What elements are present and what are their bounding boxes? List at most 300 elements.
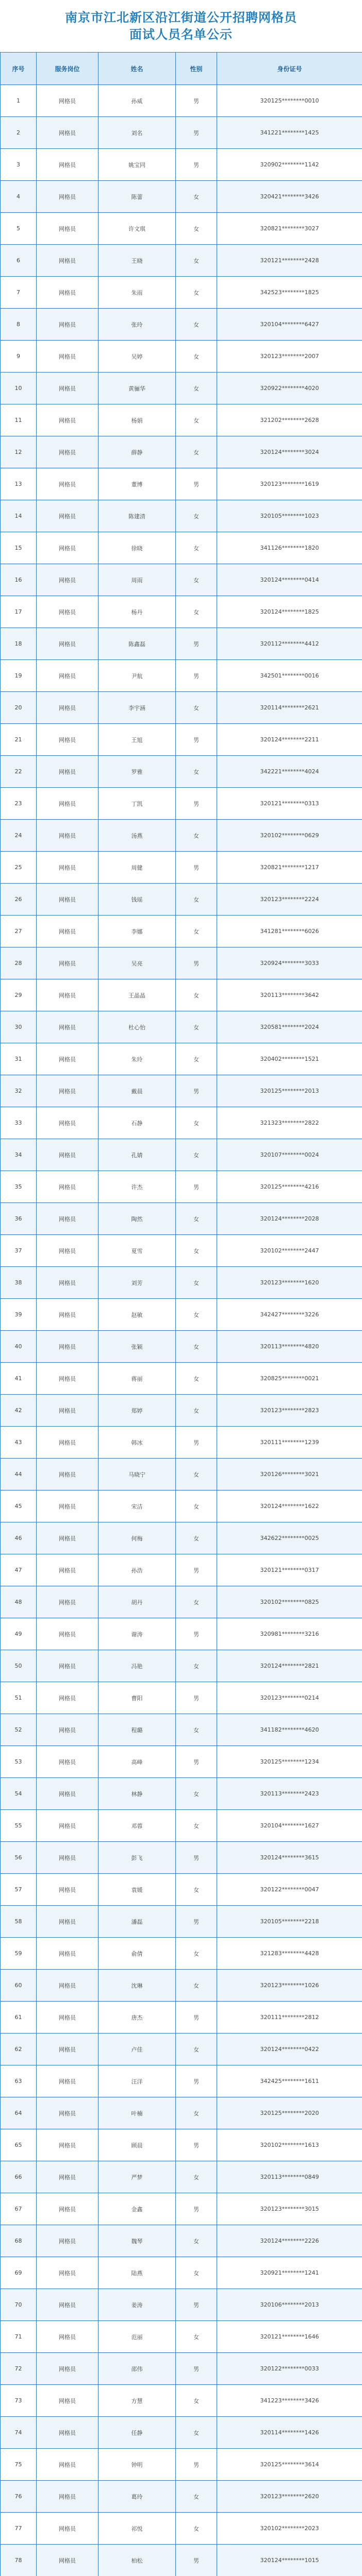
header-row	[1, 53, 362, 85]
cell-name: 唐杰	[98, 2002, 176, 2033]
cell-serial: 71	[1, 2321, 37, 2353]
cell-serial: 2	[1, 117, 37, 149]
cell-name: 夏雪	[98, 1235, 176, 1267]
cell-name: 孙威	[98, 85, 176, 117]
cell-serial: 60	[1, 1970, 37, 2002]
cell-name: 董博	[98, 468, 176, 500]
cell-name: 马晓宁	[98, 1459, 176, 1490]
cell-id-number: 320123********3015	[217, 2193, 362, 2225]
cell-post: 网格员	[37, 1011, 98, 1043]
cell-name: 姚宝同	[98, 149, 176, 181]
cell-gender: 女	[176, 181, 217, 213]
cell-post: 网格员	[37, 756, 98, 788]
cell-gender: 女	[176, 1938, 217, 1970]
cell-id-number: 341223********3426	[217, 2385, 362, 2417]
cell-name: 杨丹	[98, 596, 176, 628]
cell-id-number: 321202********2628	[217, 404, 362, 436]
cell-serial: 67	[1, 2193, 37, 2225]
table-row	[1, 2321, 362, 2353]
cell-serial: 4	[1, 181, 37, 213]
table-row	[1, 1938, 362, 1970]
cell-gender: 男	[176, 2545, 217, 2576]
cell-id-number: 320123********2620	[217, 2481, 362, 2513]
cell-gender: 女	[176, 1970, 217, 2002]
cell-gender: 女	[176, 1490, 217, 1522]
cell-gender: 男	[176, 85, 217, 117]
cell-id-number: 320124********3615	[217, 1842, 362, 1874]
cell-serial: 9	[1, 341, 37, 372]
cell-post: 网格员	[37, 2161, 98, 2193]
cell-serial: 74	[1, 2417, 37, 2449]
cell-name: 彭飞	[98, 1842, 176, 1874]
cell-name: 金鑫	[98, 2193, 176, 2225]
cell-gender: 女	[176, 2257, 217, 2289]
cell-gender: 女	[176, 1810, 217, 1842]
cell-name: 袁媛	[98, 1874, 176, 1906]
table-row	[1, 2193, 362, 2225]
table-row	[1, 2225, 362, 2257]
cell-gender: 女	[176, 1139, 217, 1171]
cell-id-number: 320122********0047	[217, 1874, 362, 1906]
cell-serial: 70	[1, 2289, 37, 2321]
cell-name: 许杰	[98, 1171, 176, 1203]
cell-gender: 女	[176, 2385, 217, 2417]
cell-name: 严梦	[98, 2161, 176, 2193]
table-row	[1, 916, 362, 947]
cell-post: 网格员	[37, 1746, 98, 1778]
cell-post: 网格员	[37, 500, 98, 532]
table-row	[1, 436, 362, 468]
cell-post: 网格员	[37, 596, 98, 628]
cell-post: 网格员	[37, 341, 98, 372]
cell-gender: 女	[176, 2417, 217, 2449]
table-row	[1, 1331, 362, 1363]
cell-serial: 5	[1, 213, 37, 245]
cell-name: 徐晓	[98, 532, 176, 564]
cell-name: 周雨	[98, 564, 176, 596]
cell-gender: 女	[176, 341, 217, 372]
cell-serial: 1	[1, 85, 37, 117]
cell-gender: 女	[176, 1874, 217, 1906]
cell-name: 曹阳	[98, 1682, 176, 1714]
table-row	[1, 1874, 362, 1906]
cell-id-number: 320124********2821	[217, 1650, 362, 1682]
cell-id-number: 320123********2224	[217, 884, 362, 916]
cell-gender: 男	[176, 1171, 217, 1203]
cell-gender: 女	[176, 2481, 217, 2513]
cell-id-number: 342221********4024	[217, 756, 362, 788]
cell-name: 王晶晶	[98, 979, 176, 1011]
cell-gender: 女	[176, 436, 217, 468]
cell-serial: 30	[1, 1011, 37, 1043]
cell-serial: 48	[1, 1586, 37, 1618]
cell-name: 汪洋	[98, 2065, 176, 2097]
cell-post: 网格员	[37, 947, 98, 979]
cell-post: 网格员	[37, 1522, 98, 1554]
cell-post: 网格员	[37, 2513, 98, 2545]
cell-id-number: 321323********2822	[217, 1107, 362, 1139]
cell-post: 网格员	[37, 1363, 98, 1395]
cell-name: 戴晨	[98, 1075, 176, 1107]
table-row	[1, 2065, 362, 2097]
cell-gender: 女	[176, 2225, 217, 2257]
cell-id-number: 320124********1622	[217, 1490, 362, 1522]
cell-id-number: 320113********4820	[217, 1331, 362, 1363]
cell-post: 网格员	[37, 1075, 98, 1107]
cell-serial: 55	[1, 1810, 37, 1842]
cell-id-number: 320121********0313	[217, 788, 362, 820]
cell-name: 刘芳	[98, 1267, 176, 1299]
cell-id-number: 320123********2823	[217, 1395, 362, 1427]
cell-gender: 女	[176, 564, 217, 596]
cell-id-number: 320121********0317	[217, 1554, 362, 1586]
cell-post: 网格员	[37, 2002, 98, 2033]
cell-gender: 女	[176, 500, 217, 532]
table-row	[1, 820, 362, 852]
cell-serial: 34	[1, 1139, 37, 1171]
cell-post: 网格员	[37, 1395, 98, 1427]
cell-name: 葛玲	[98, 2481, 176, 2513]
table-row	[1, 564, 362, 596]
cell-post: 网格员	[37, 1554, 98, 1586]
cell-name: 刘名	[98, 117, 176, 149]
table-row	[1, 1107, 362, 1139]
table-row	[1, 1842, 362, 1874]
cell-serial: 10	[1, 372, 37, 404]
cell-id-number: 320123********0214	[217, 1682, 362, 1714]
table-row	[1, 1906, 362, 1938]
table-row	[1, 628, 362, 660]
cell-name: 宋洁	[98, 1490, 176, 1522]
cell-id-number: 320104********6427	[217, 309, 362, 341]
cell-gender: 女	[176, 1714, 217, 1746]
candidate-table	[0, 52, 362, 2576]
cell-serial: 31	[1, 1043, 37, 1075]
cell-id-number: 320113********2423	[217, 1778, 362, 1810]
table-row	[1, 724, 362, 756]
cell-serial: 44	[1, 1459, 37, 1490]
cell-gender: 女	[176, 979, 217, 1011]
cell-gender: 男	[176, 628, 217, 660]
table-row	[1, 532, 362, 564]
cell-post: 网格员	[37, 916, 98, 947]
cell-name: 郑婷	[98, 1395, 176, 1427]
cell-gender: 女	[176, 245, 217, 277]
page-title-line-1: 南京市江北新区沿江街道公开招聘网格员	[65, 10, 297, 25]
cell-serial: 22	[1, 756, 37, 788]
cell-id-number: 320125********2020	[217, 2097, 362, 2129]
cell-serial: 49	[1, 1618, 37, 1650]
table-row	[1, 277, 362, 309]
cell-gender: 女	[176, 532, 217, 564]
cell-id-number: 320421********3426	[217, 181, 362, 213]
table-row	[1, 2257, 362, 2289]
cell-post: 网格员	[37, 884, 98, 916]
cell-gender: 女	[176, 277, 217, 309]
cell-id-number: 320124********2211	[217, 724, 362, 756]
title-block	[0, 0, 362, 52]
cell-id-number: 320125********4216	[217, 1171, 362, 1203]
table-row	[1, 1235, 362, 1267]
cell-name: 朱雨	[98, 277, 176, 309]
table-row	[1, 1490, 362, 1522]
table-row	[1, 1618, 362, 1650]
cell-name: 吴亮	[98, 947, 176, 979]
cell-serial: 77	[1, 2513, 37, 2545]
cell-name: 丁凯	[98, 788, 176, 820]
cell-serial: 13	[1, 468, 37, 500]
cell-serial: 59	[1, 1938, 37, 1970]
table-row	[1, 1171, 362, 1203]
cell-serial: 43	[1, 1427, 37, 1459]
table-row	[1, 2161, 362, 2193]
cell-name: 钟明	[98, 2449, 176, 2481]
cell-post: 网格员	[37, 1107, 98, 1139]
cell-post: 网格员	[37, 1778, 98, 1810]
cell-id-number: 320111********2812	[217, 2002, 362, 2033]
cell-id-number: 341126********1820	[217, 532, 362, 564]
cell-name: 高峰	[98, 1746, 176, 1778]
table-row	[1, 2417, 362, 2449]
table-header	[1, 53, 362, 85]
cell-post: 网格员	[37, 1842, 98, 1874]
cell-post: 网格员	[37, 404, 98, 436]
table-row	[1, 2129, 362, 2161]
cell-id-number: 341182********4620	[217, 1714, 362, 1746]
cell-name: 钱瑶	[98, 884, 176, 916]
table-row	[1, 309, 362, 341]
cell-serial: 6	[1, 245, 37, 277]
cell-post: 网格员	[37, 117, 98, 149]
cell-id-number: 320123********2007	[217, 341, 362, 372]
cell-serial: 65	[1, 2129, 37, 2161]
cell-serial: 11	[1, 404, 37, 436]
cell-name: 黄骊华	[98, 372, 176, 404]
cell-post: 网格员	[37, 2129, 98, 2161]
table-row	[1, 756, 362, 788]
cell-id-number: 320821********3027	[217, 213, 362, 245]
cell-id-number: 320125********1234	[217, 1746, 362, 1778]
cell-serial: 76	[1, 2481, 37, 2513]
table-row	[1, 1011, 362, 1043]
cell-gender: 女	[176, 916, 217, 947]
cell-post: 网格员	[37, 436, 98, 468]
cell-gender: 男	[176, 1618, 217, 1650]
cell-gender: 女	[176, 1778, 217, 1810]
table-row	[1, 692, 362, 724]
cell-id-number: 342501********0016	[217, 660, 362, 692]
cell-gender: 女	[176, 1522, 217, 1554]
table-row	[1, 788, 362, 820]
cell-serial: 12	[1, 436, 37, 468]
cell-gender: 男	[176, 852, 217, 884]
cell-id-number: 320902********1142	[217, 149, 362, 181]
cell-name: 范丽	[98, 2321, 176, 2353]
cell-serial: 47	[1, 1554, 37, 1586]
cell-id-number: 320112********4412	[217, 628, 362, 660]
cell-post: 网格员	[37, 181, 98, 213]
cell-gender: 女	[176, 1267, 217, 1299]
cell-serial: 23	[1, 788, 37, 820]
cell-name: 孔婧	[98, 1139, 176, 1171]
cell-post: 网格员	[37, 1299, 98, 1331]
cell-id-number: 320124********3024	[217, 436, 362, 468]
cell-post: 网格员	[37, 149, 98, 181]
cell-name: 蒋丽	[98, 1363, 176, 1395]
cell-name: 邵伟	[98, 2353, 176, 2385]
table-row	[1, 2033, 362, 2065]
cell-post: 网格员	[37, 1139, 98, 1171]
cell-id-number: 320124********2028	[217, 1203, 362, 1235]
table-row	[1, 2097, 362, 2129]
cell-gender: 女	[176, 1650, 217, 1682]
cell-serial: 50	[1, 1650, 37, 1682]
cell-id-number: 320124********2226	[217, 2225, 362, 2257]
cell-name: 罗雅	[98, 756, 176, 788]
cell-gender: 男	[176, 660, 217, 692]
cell-post: 网格员	[37, 2193, 98, 2225]
cell-name: 张玲	[98, 309, 176, 341]
cell-post: 网格员	[37, 2353, 98, 2385]
cell-post: 网格员	[37, 2289, 98, 2321]
cell-serial: 8	[1, 309, 37, 341]
cell-gender: 女	[176, 309, 217, 341]
cell-name: 顾晨	[98, 2129, 176, 2161]
cell-serial: 72	[1, 2353, 37, 2385]
cell-serial: 68	[1, 2225, 37, 2257]
cell-serial: 7	[1, 277, 37, 309]
cell-name: 陶然	[98, 1203, 176, 1235]
cell-name: 尹航	[98, 660, 176, 692]
cell-name: 方慧	[98, 2385, 176, 2417]
table-row	[1, 884, 362, 916]
cell-gender: 女	[176, 1299, 217, 1331]
cell-serial: 15	[1, 532, 37, 564]
table-row	[1, 2513, 362, 2545]
cell-post: 网格员	[37, 2545, 98, 2576]
cell-id-number: 320825********0021	[217, 1363, 362, 1395]
cell-serial: 58	[1, 1906, 37, 1938]
table-row	[1, 341, 362, 372]
cell-post: 网格员	[37, 2449, 98, 2481]
cell-name: 薛静	[98, 436, 176, 468]
cell-post: 网格员	[37, 628, 98, 660]
cell-post: 网格员	[37, 1650, 98, 1682]
cell-serial: 52	[1, 1714, 37, 1746]
table-row	[1, 1427, 362, 1459]
cell-id-number: 320114********2621	[217, 692, 362, 724]
cell-gender: 男	[176, 2065, 217, 2097]
table-row	[1, 1650, 362, 1682]
cell-serial: 19	[1, 660, 37, 692]
cell-id-number: 320102********0825	[217, 1586, 362, 1618]
cell-gender: 女	[176, 2033, 217, 2065]
table-row	[1, 181, 362, 213]
header-id-number: 身份证号	[217, 53, 362, 85]
cell-post: 网格员	[37, 2481, 98, 2513]
cell-gender: 女	[176, 1235, 217, 1267]
cell-gender: 女	[176, 756, 217, 788]
cell-post: 网格员	[37, 1043, 98, 1075]
cell-post: 网格员	[37, 1331, 98, 1363]
cell-name: 谢涛	[98, 1618, 176, 1650]
cell-name: 陈建清	[98, 500, 176, 532]
cell-post: 网格员	[37, 1490, 98, 1522]
cell-gender: 男	[176, 1682, 217, 1714]
table-row	[1, 1267, 362, 1299]
cell-post: 网格员	[37, 1714, 98, 1746]
table-row	[1, 1139, 362, 1171]
cell-post: 网格员	[37, 1171, 98, 1203]
table-row	[1, 947, 362, 979]
table-row	[1, 2449, 362, 2481]
cell-id-number: 320821********1217	[217, 852, 362, 884]
cell-post: 网格员	[37, 852, 98, 884]
table-row	[1, 1395, 362, 1427]
cell-id-number: 320111********1239	[217, 1427, 362, 1459]
cell-gender: 男	[176, 788, 217, 820]
cell-name: 俞倩	[98, 1938, 176, 1970]
cell-gender: 男	[176, 2002, 217, 2033]
cell-serial: 17	[1, 596, 37, 628]
cell-gender: 男	[176, 1075, 217, 1107]
cell-post: 网格员	[37, 277, 98, 309]
cell-name: 冯艳	[98, 1650, 176, 1682]
cell-id-number: 320581********2024	[217, 1011, 362, 1043]
cell-post: 网格员	[37, 1938, 98, 1970]
table-row	[1, 2385, 362, 2417]
cell-post: 网格员	[37, 564, 98, 596]
cell-id-number: 320123********1620	[217, 1267, 362, 1299]
cell-id-number: 320105********1023	[217, 500, 362, 532]
cell-id-number: 320105********2218	[217, 1906, 362, 1938]
table-row	[1, 468, 362, 500]
cell-post: 网格员	[37, 1267, 98, 1299]
cell-id-number: 320114********1426	[217, 2417, 362, 2449]
table-row	[1, 1522, 362, 1554]
cell-serial: 28	[1, 947, 37, 979]
cell-post: 网格员	[37, 1235, 98, 1267]
cell-post: 网格员	[37, 1203, 98, 1235]
cell-name: 李宇涵	[98, 692, 176, 724]
cell-gender: 女	[176, 213, 217, 245]
cell-gender: 女	[176, 1203, 217, 1235]
cell-name: 汤燕	[98, 820, 176, 852]
cell-post: 网格员	[37, 2385, 98, 2417]
cell-serial: 75	[1, 2449, 37, 2481]
cell-id-number: 320107********0024	[217, 1139, 362, 1171]
cell-gender: 男	[176, 2449, 217, 2481]
cell-post: 网格员	[37, 692, 98, 724]
cell-name: 张颖	[98, 1331, 176, 1363]
cell-gender: 女	[176, 596, 217, 628]
cell-id-number: 320123********1026	[217, 1970, 362, 2002]
cell-post: 网格员	[37, 979, 98, 1011]
cell-serial: 73	[1, 2385, 37, 2417]
cell-id-number: 341281********6026	[217, 916, 362, 947]
cell-gender: 女	[176, 692, 217, 724]
cell-name: 胡丹	[98, 1586, 176, 1618]
cell-name: 邓蓉	[98, 1810, 176, 1842]
cell-post: 网格员	[37, 2097, 98, 2129]
cell-gender: 女	[176, 1331, 217, 1363]
cell-serial: 56	[1, 1842, 37, 1874]
cell-gender: 男	[176, 1842, 217, 1874]
table-row	[1, 1778, 362, 1810]
cell-post: 网格员	[37, 788, 98, 820]
cell-post: 网格员	[37, 1906, 98, 1938]
cell-id-number: 320922********4020	[217, 372, 362, 404]
